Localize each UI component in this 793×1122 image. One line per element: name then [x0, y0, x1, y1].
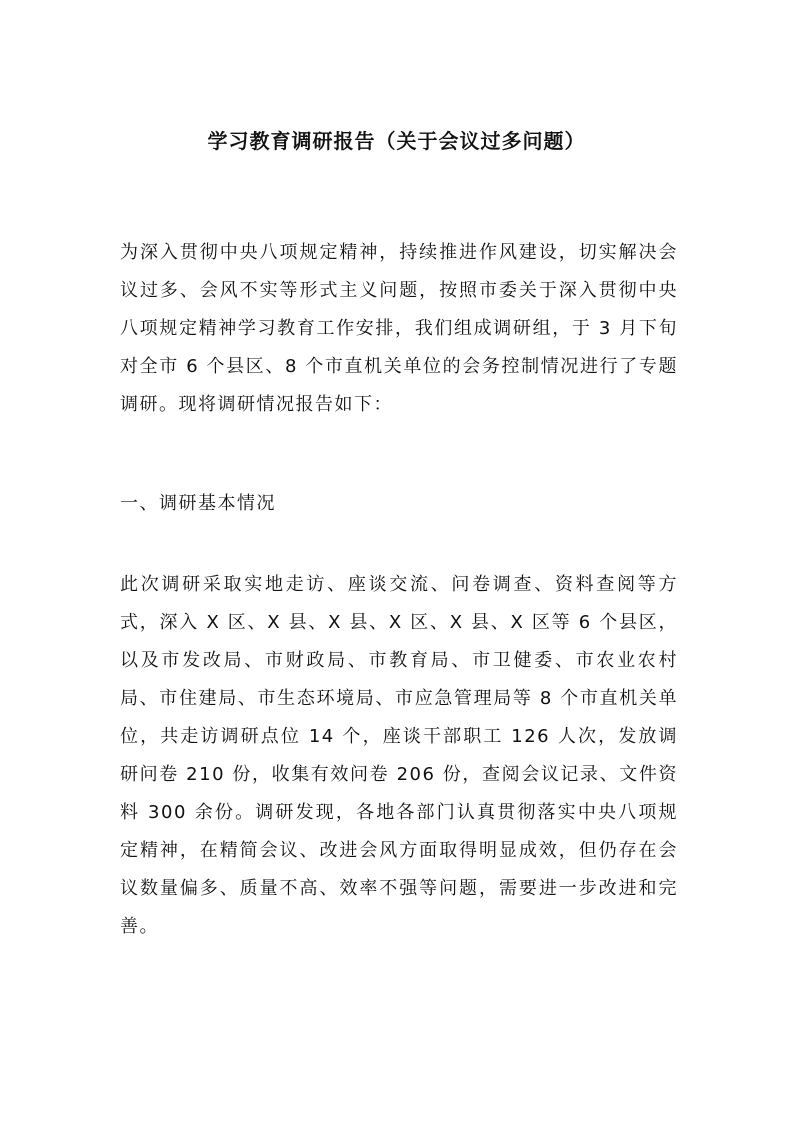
section-heading: 一、调研基本情况 — [120, 493, 276, 514]
section-body-paragraph: 此次调研采取实地走访、座谈交流、问卷调查、资料查阅等方式，深入 X 区、X 县、X 县、X 区、X 县、X 区等 6 个县区，以及市发改局、市财政局、市教育局、市卫健委、市农业农村局、市住建局、市生态环境局、市应急管理局等 8 个市直机关单位，共走访调研点位 14 个，座谈干部职工 126 人次，发放调研问卷 210 份，收集有效问卷 206 份，查阅会议记录、文件资料 300 余份。调研发现，各地各部门认真贯彻落实中央八项规定精神，在精简会议、改进会风方面取得明显成效，但仍存在会议数量偏多、质量不高、效率不强等问题，需要进一步改进和完善。 — [120, 574, 678, 937]
intro-paragraph: 为深入贯彻中央八项规定精神，持续推进作风建设，切实解决会议过多、会风不实等形式主义问题，按照市委关于深入贯彻中央八项规定精神学习教育工作安排，我们组成调研组，于 3 月下旬对全市 6 个县区、8 个市直机关单位的会务控制情况进行了专题调研。现将调研情况报告如下： — [120, 242, 678, 415]
document-title: 学习教育调研报告（关于会议过多问题） — [207, 129, 586, 153]
